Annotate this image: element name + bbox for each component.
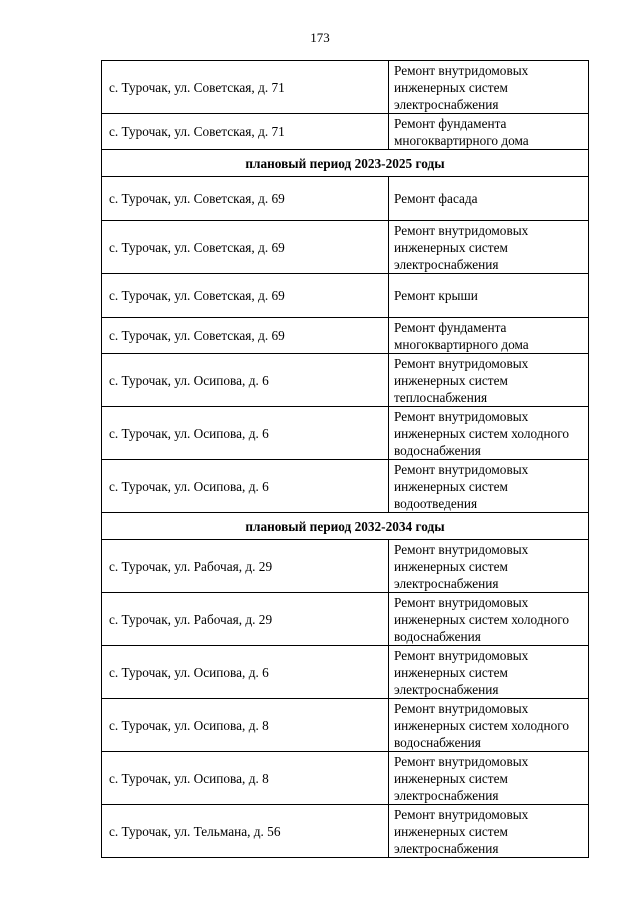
work-type-cell: Ремонт внутридомовых инженерных систем теплоснабжения	[389, 354, 589, 407]
address-cell: с. Турочак, ул. Осипова, д. 6	[102, 646, 389, 699]
table-row	[102, 460, 589, 513]
table-row	[102, 699, 589, 752]
work-type-cell: Ремонт фундамента многоквартирного дома	[389, 114, 589, 150]
work-type-cell: Ремонт фундамента многоквартирного дома	[389, 318, 589, 354]
work-type-cell: Ремонт фасада	[389, 177, 589, 221]
table-row	[102, 177, 589, 221]
address-cell: с. Турочак, ул. Советская, д. 71	[102, 114, 389, 150]
address-cell: с. Турочак, ул. Осипова, д. 8	[102, 699, 389, 752]
work-type-cell: Ремонт внутридомовых инженерных систем электроснабжения	[389, 221, 589, 274]
address-cell: с. Турочак, ул. Осипова, д. 6	[102, 460, 389, 513]
table-row	[102, 407, 589, 460]
address-cell: с. Турочак, ул. Советская, д. 69	[102, 221, 389, 274]
repair-schedule-table	[101, 60, 589, 858]
table-row	[102, 805, 589, 858]
table-row	[102, 221, 589, 274]
table-row	[102, 646, 589, 699]
work-type-cell: Ремонт внутридомовых инженерных систем холодного водоснабжения	[389, 699, 589, 752]
work-type-cell: Ремонт внутридомовых инженерных систем электроснабжения	[389, 540, 589, 593]
table-row	[102, 540, 589, 593]
period-header-row	[102, 150, 589, 177]
table-body	[102, 61, 589, 858]
address-cell: с. Турочак, ул. Советская, д. 69	[102, 318, 389, 354]
period-header: плановый период 2023-2025 годы	[102, 150, 589, 177]
work-type-cell: Ремонт внутридомовых инженерных систем электроснабжения	[389, 805, 589, 858]
work-type-cell: Ремонт внутридомовых инженерных систем электроснабжения	[389, 61, 589, 114]
work-type-cell: Ремонт внутридомовых инженерных систем электроснабжения	[389, 646, 589, 699]
table-row	[102, 114, 589, 150]
address-cell: с. Турочак, ул. Осипова, д. 6	[102, 354, 389, 407]
work-type-cell: Ремонт внутридомовых инженерных систем водоотведения	[389, 460, 589, 513]
work-type-cell: Ремонт внутридомовых инженерных систем холодного водоснабжения	[389, 593, 589, 646]
address-cell: с. Турочак, ул. Рабочая, д. 29	[102, 540, 389, 593]
address-cell: с. Турочак, ул. Осипова, д. 6	[102, 407, 389, 460]
table-row	[102, 752, 589, 805]
work-type-cell: Ремонт внутридомовых инженерных систем электроснабжения	[389, 752, 589, 805]
address-cell: с. Турочак, ул. Советская, д. 69	[102, 177, 389, 221]
address-cell: с. Турочак, ул. Советская, д. 69	[102, 274, 389, 318]
table-row	[102, 354, 589, 407]
table-row	[102, 318, 589, 354]
page-number: 173	[310, 30, 330, 45]
address-cell: с. Турочак, ул. Советская, д. 71	[102, 61, 389, 114]
table-row	[102, 274, 589, 318]
address-cell: с. Турочак, ул. Тельмана, д. 56	[102, 805, 389, 858]
table-row	[102, 593, 589, 646]
address-cell: с. Турочак, ул. Осипова, д. 8	[102, 752, 389, 805]
work-type-cell: Ремонт крыши	[389, 274, 589, 318]
address-cell: с. Турочак, ул. Рабочая, д. 29	[102, 593, 389, 646]
table-row	[102, 61, 589, 114]
period-header: плановый период 2032-2034 годы	[102, 513, 589, 540]
work-type-cell: Ремонт внутридомовых инженерных систем холодного водоснабжения	[389, 407, 589, 460]
period-header-row	[102, 513, 589, 540]
